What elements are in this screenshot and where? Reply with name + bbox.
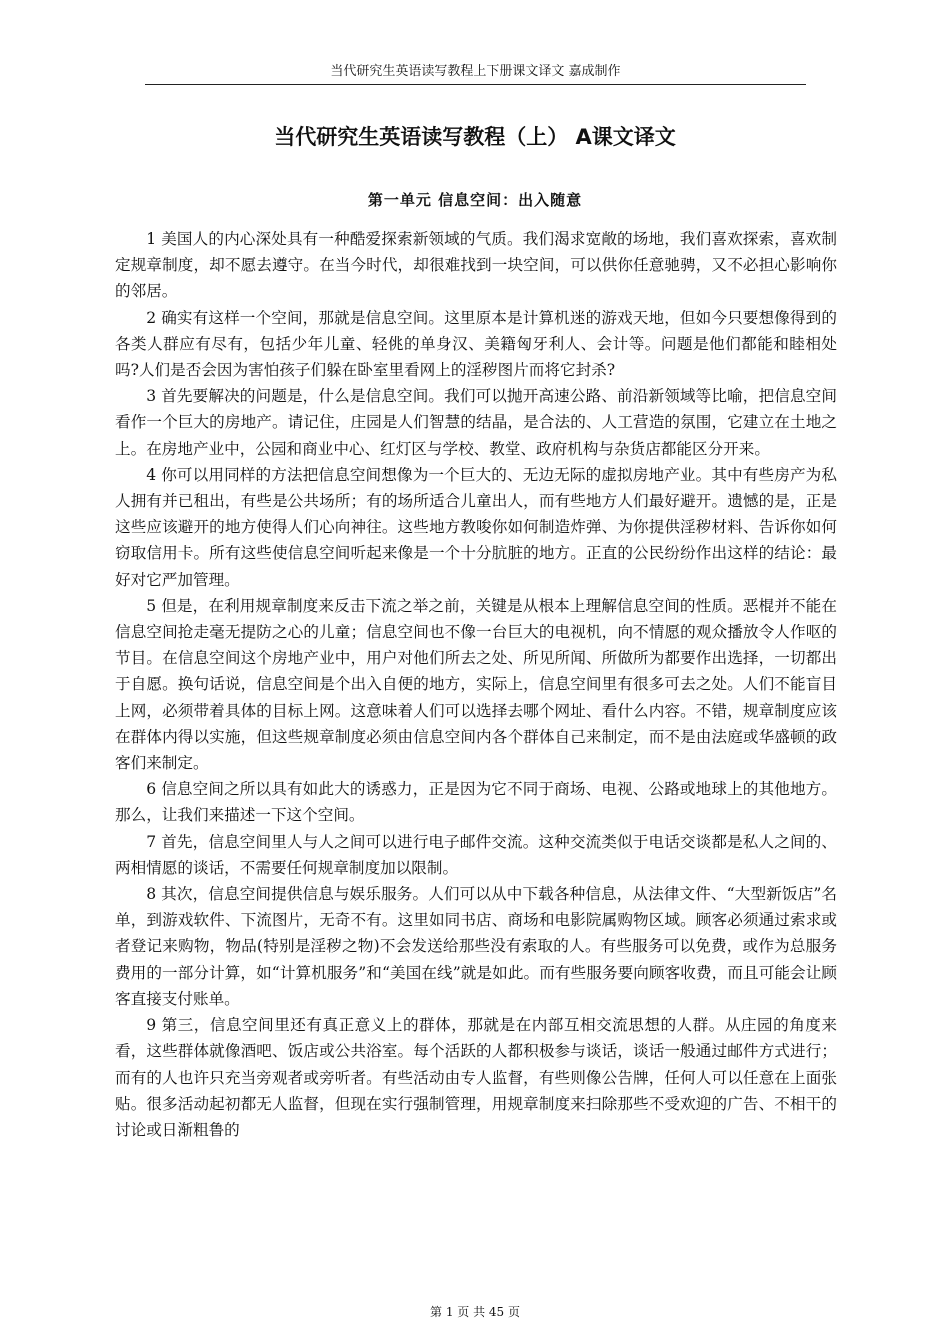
page-number: 第 1 页 共 45 页: [430, 1305, 520, 1319]
paragraph-2: 2 确实有这样一个空间，那就是信息空间。这里原本是计算机迷的游戏天地，但如今只要想像得到的各类人群应有尽有，包括少年儿童、轻佻的单身汉、美籍匈牙利人、会计等。问题是他们都能和睦相处吗?人们是否会因为害怕孩子们躲在卧室里看网上的淫秽图片而将它封杀?: [115, 308, 837, 380]
paragraph-5: 5 但是，在利用规章制度来反击下流之举之前，关键是从根本上理解信息空间的性质。恶棍并不能在信息空间抢走毫无提防之心的儿童；信息空间也不像一台巨大的电视机，向不情愿的观众播放令人作呕的节目。在信息空间这个房地产业中，用户对他们所去之处、所见所闻、所做所为都要作出选择，一切都出于自愿。换句话说，信息空间是个出入自便的地方，实际上，信息空间里有很多可去之处。人们不能盲目上网，必须带着具体的目标上网。这意味着人们可以选择去哪个网址、看什么内容。不错，规章制度应该在群体内得以实施，但这些规章制度必须由信息空间内各个群体自己来制定，而不是由法庭或华盛顿的政客们来制定。: [115, 596, 837, 773]
paragraph-4: 4 你可以用同样的方法把信息空间想像为一个巨大的、无边无际的虚拟房地产业。其中有些房产为私人拥有并已租出，有些是公共场所；有的场所适合儿童出人，而有些地方人们最好避开。遗憾的是，正是这些应该避开的地方使得人们心向神往。这些地方教唆你如何制造炸弹、为你提供淫秽材料、告诉你如何窃取信用卡。所有这些使信息空间听起来像是一个十分肮脏的地方。正直的公民纷纷作出这样的结论：最好对它严加管理。: [115, 465, 837, 589]
paragraph-9: 9 第三，信息空间里还有真正意义上的群体，那就是在内部互相交流思想的人群。从庄园的角度来看，这些群体就像酒吧、饭店或公共浴室。每个活跃的人都积极参与谈话，谈话一般通过邮件方式进行；而有的人也许只充当旁观者或旁听者。有些活动由专人监督，有些则像公告牌，任何人可以任意在上面张贴。很多活动起初都无人监督，但现在实行强制管理，用规章制度来扫除那些不受欢迎的广告、不相干的讨论或日渐粗鲁的: [115, 1016, 837, 1139]
document-title: 当代研究生英语读写教程（上） A课文译文: [274, 125, 676, 149]
paragraph-8: 8 其次，信息空间提供信息与娱乐服务。人们可以从中下载各种信息，从法律文件、“大型新饭店”名单，到游戏软件、下流图片，无奇不有。这里如同书店、商场和电影院属购物区域。顾客必须通过索求或者登记来购物，物品(特别是淫秽之物)不会发送给那些没有索取的人。有些服务可以免费，或作为总服务费用的一部分计算，如“计算机服务”和“美国在线”就是如此。而有些服务要向顾客收费，而且可能会让顾客直接支付账单。: [115, 885, 837, 1008]
paragraph-3: 3 首先要解决的问题是，什么是信息空间。我们可以抛开高速公路、前沿新领域等比喻，把信息空间看作一个巨大的房地产。请记住，庄园是人们智慧的结晶，是合法的、人工营造的氛围，它建立在土地之上。在房地产业中，公园和商业中心、红灯区与学校、教堂、政府机构与杂货店都能区分开来。: [115, 387, 837, 458]
paragraph-1: 1 美国人的内心深处具有一种酷爱探索新领域的气质。我们渴求宽敞的场地，我们喜欢探索，喜欢制定规章制度，却不愿去遵守。在当今时代，却很难找到一块空间，可以供你任意驰骋，又不必担心影响你的邻居。: [115, 230, 837, 301]
body-text: [115, 226, 837, 1143]
running-header: 当代研究生英语读写教程上下册课文译文 嘉成制作: [145, 62, 806, 85]
unit-title: 第一单元 信息空间：出入随意: [367, 191, 583, 209]
paragraph-6: 6 信息空间之所以具有如此大的诱惑力，正是因为它不同于商场、电视、公路或地球上的其他地方。那么，让我们来描述一下这个空间。: [115, 780, 837, 825]
paragraph-7: 7 首先，信息空间里人与人之间可以进行电子邮件交流。这种交流类似于电话交谈都是私人之间的、两相情愿的谈话，不需要任何规章制度加以限制。: [115, 832, 837, 877]
